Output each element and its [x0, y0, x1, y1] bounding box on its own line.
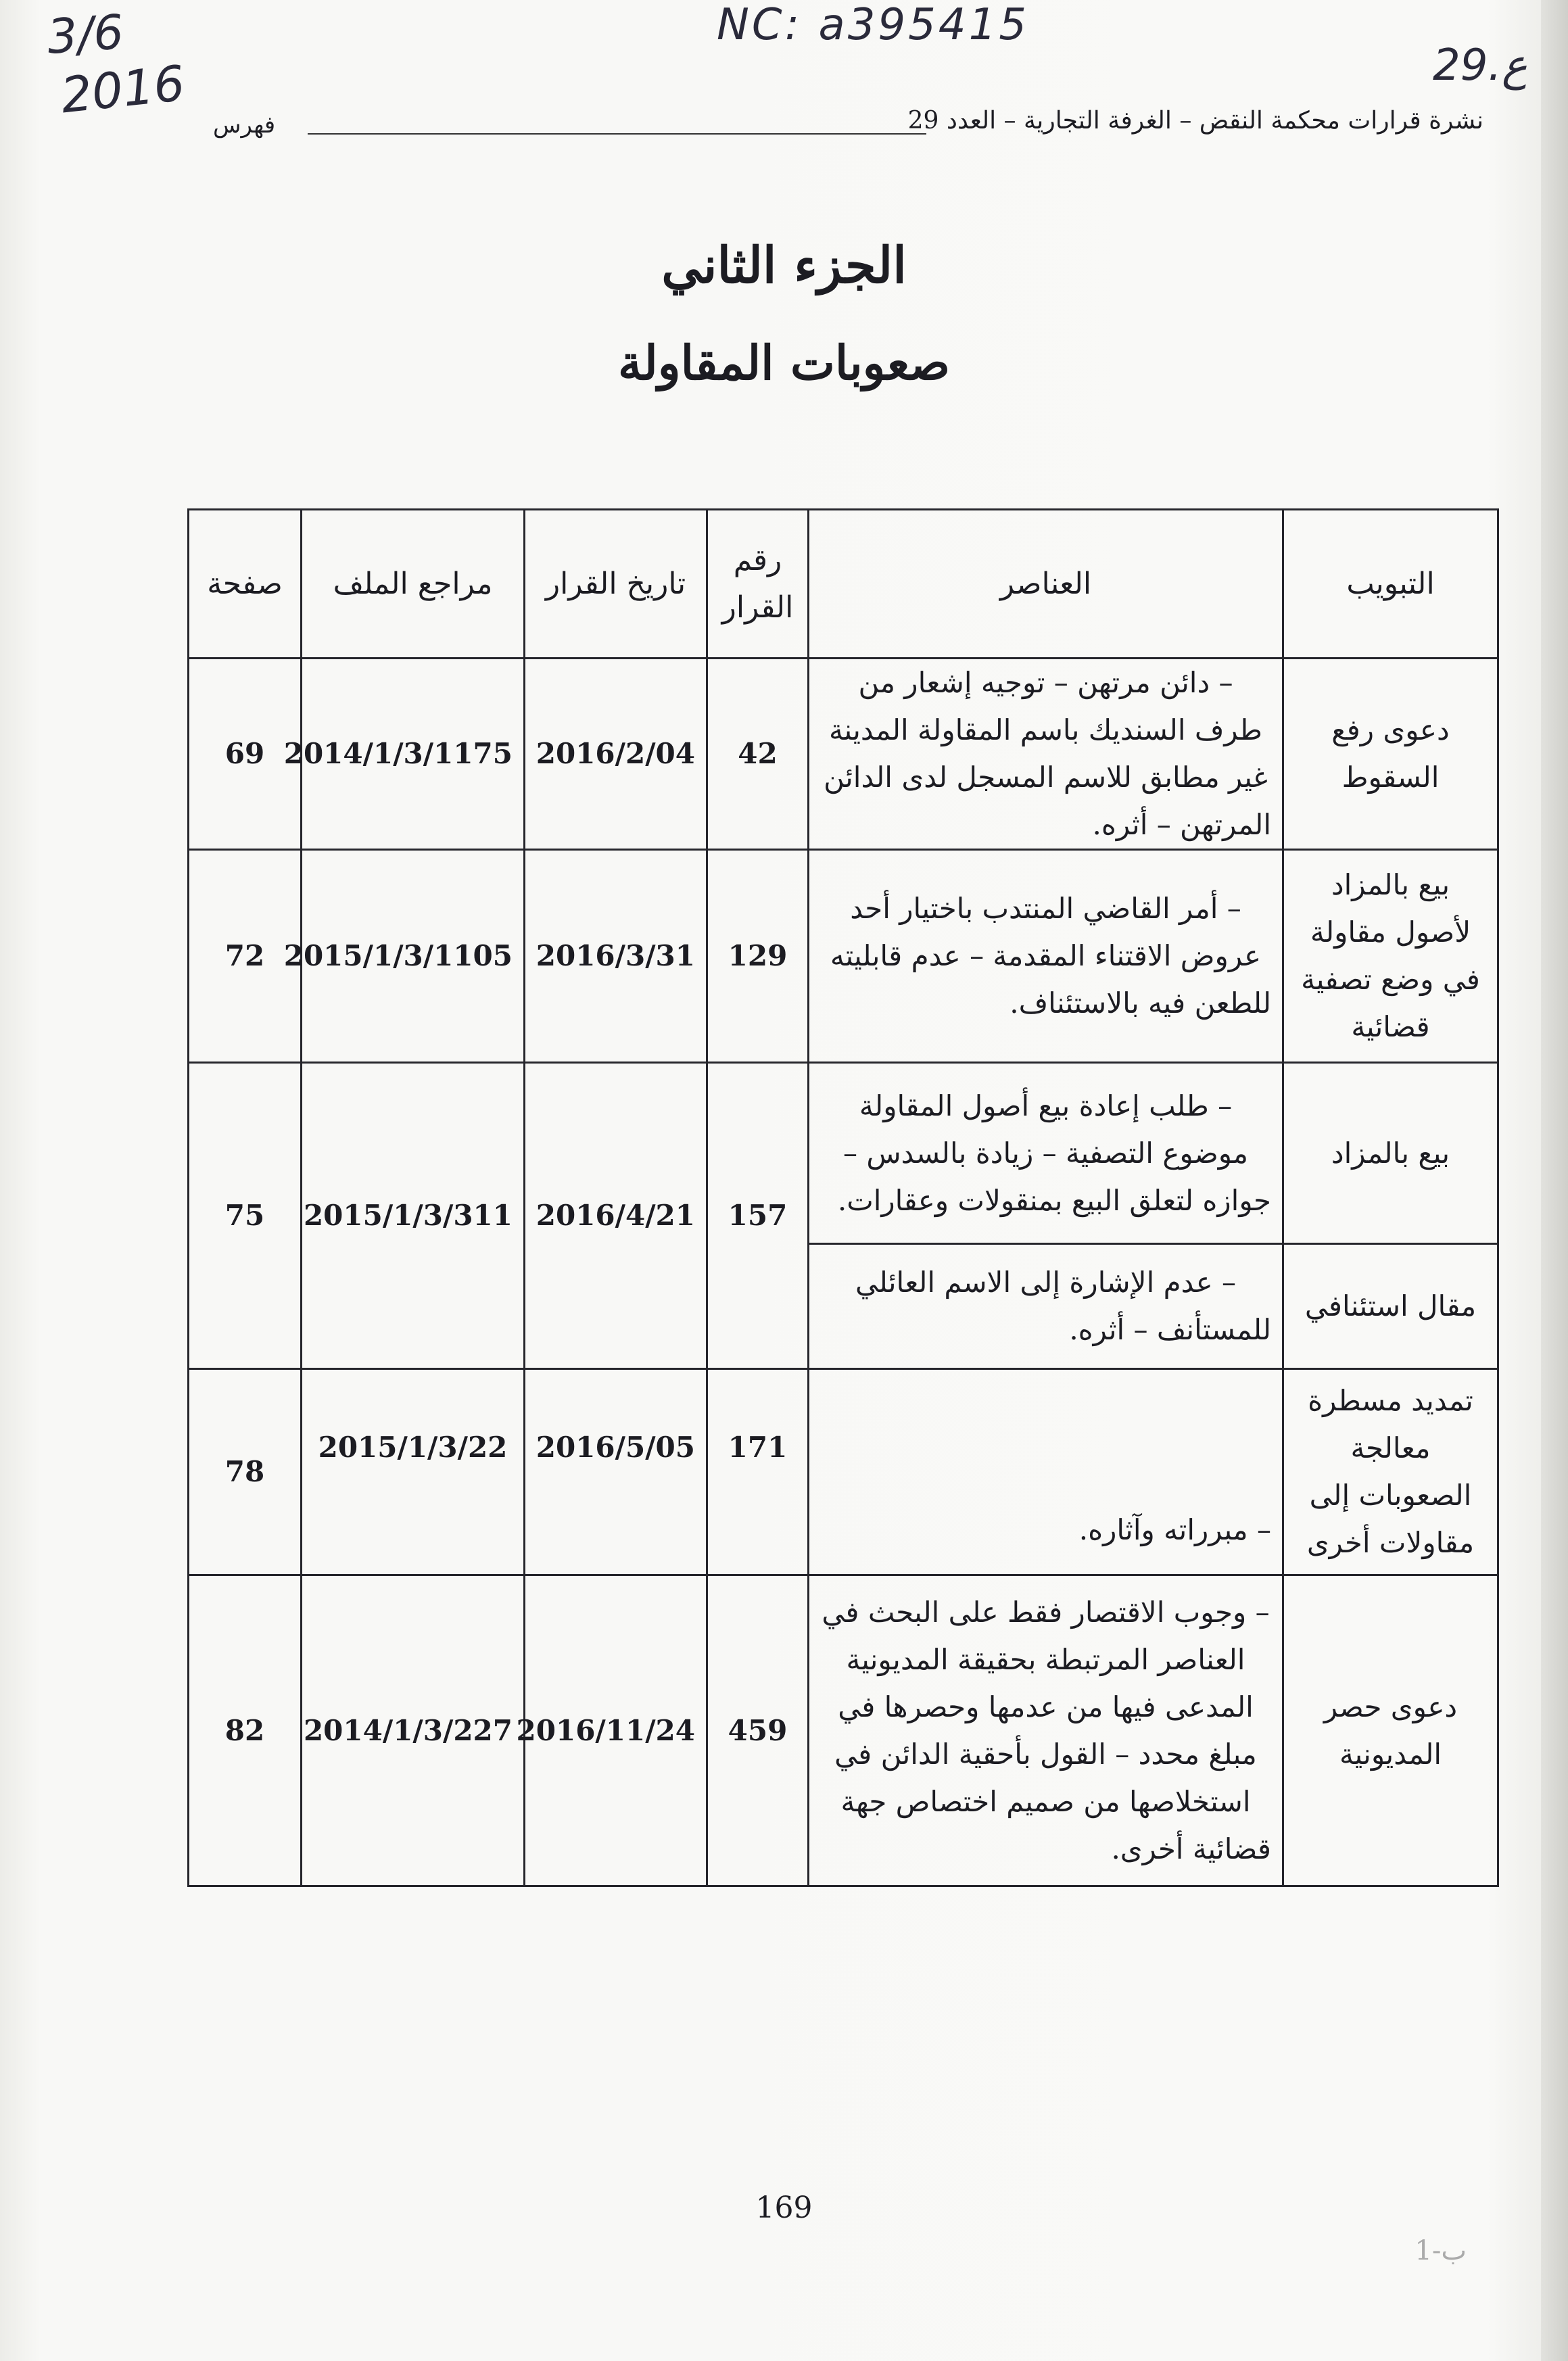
handwritten-catalog-number: NC: a395415	[717, 0, 1029, 50]
footer-mark: ب-1	[1415, 2235, 1467, 2266]
row-decision-date: 2016/2/04	[525, 659, 707, 850]
row-elements: – دائن مرتهن – توجيه إشعار من طرف السنديك باسم المقاولة المدينة غير مطابق للاسم المسجل لدى الدائن المرتهن – أثره.	[809, 659, 1283, 850]
header-decision-number: رقم القرار	[707, 510, 809, 659]
row-file-ref: 2015/1/3/311	[302, 1063, 525, 1369]
handwritten-note-fraction: 3/6	[45, 4, 126, 65]
header-elements: العناصر	[809, 510, 1283, 659]
row-decision-number: 171	[707, 1369, 809, 1575]
handwritten-issue-mark: 29.ع	[1433, 41, 1527, 91]
page-number: 169	[755, 2191, 813, 2225]
row-decision-date: 2016/5/05	[525, 1369, 707, 1575]
handwritten-note-year: 2016	[58, 54, 188, 124]
row-file-ref: 2014/1/3/1175	[302, 659, 525, 850]
row-category: بيع بالمزاد لأصول مقاولة في وضع تصفية قضائية	[1283, 850, 1498, 1063]
table-row	[189, 850, 1498, 1063]
row-elements: – مبرراته وآثاره.	[809, 1369, 1283, 1575]
header-page: صفحة	[189, 510, 302, 659]
table-row	[189, 1575, 1498, 1886]
row-decision-number: 129	[707, 850, 809, 1063]
row-page: 75	[189, 1063, 302, 1369]
row-category: تمديد مسطرة معالجة الصعوبات إلى مقاولات أخرى	[1283, 1369, 1498, 1575]
row-page: 82	[189, 1575, 302, 1886]
row-category: دعوى رفع السقوط	[1283, 659, 1498, 850]
index-table	[187, 508, 1499, 1887]
row-decision-number: 157	[707, 1063, 809, 1369]
header-category: التبويب	[1283, 510, 1498, 659]
row-elements: – طلب إعادة بيع أصول المقاولة موضوع التصفية – زيادة بالسدس – جوازه لتعلق البيع بمنقولات وعقارات.	[809, 1063, 1283, 1244]
row-decision-number: 42	[707, 659, 809, 850]
row-category: دعوى حصر المديونية	[1283, 1575, 1498, 1886]
header-index-label: فهرس	[213, 112, 276, 139]
row-decision-date: 2016/11/24	[525, 1575, 707, 1886]
row-page: 69	[189, 659, 302, 850]
row-decision-number: 459	[707, 1575, 809, 1886]
part-subtitle: صعوبات المقاولة	[617, 335, 951, 391]
part-title: الجزء الثاني	[661, 237, 907, 295]
row-category: بيع بالمزاد	[1283, 1063, 1498, 1244]
row-file-ref: 2015/1/3/1105	[302, 850, 525, 1063]
table-row	[189, 659, 1498, 850]
row-category: مقال استئنافي	[1283, 1244, 1498, 1369]
table-row	[189, 1369, 1498, 1575]
row-page: 78	[189, 1369, 302, 1575]
header-file-ref: مراجع الملف	[302, 510, 525, 659]
header-rule	[308, 133, 926, 135]
table-header-row	[189, 510, 1498, 659]
row-file-ref: 2015/1/3/22	[302, 1369, 525, 1575]
row-decision-date: 2016/3/31	[525, 850, 707, 1063]
row-decision-date: 2016/4/21	[525, 1063, 707, 1369]
table-row	[189, 1063, 1498, 1244]
row-elements: – عدم الإشارة إلى الاسم العائلي للمستأنف – أثره.	[809, 1244, 1283, 1369]
row-file-ref: 2014/1/3/227	[302, 1575, 525, 1886]
header-publication-title: نشرة قرارات محكمة النقض – الغرفة التجارية – العدد 29	[907, 107, 1483, 135]
row-page: 72	[189, 850, 302, 1063]
row-elements: – وجوب الاقتصار فقط على البحث في العناصر المرتبطة بحقيقة المديونية المدعى فيها من عدمها وحصرها في مبلغ محدد – القول بأحقية الدائن في استخلاصها من صميم اختصاص جهة قضائية أخرى.	[809, 1575, 1283, 1886]
row-elements: – أمر القاضي المنتدب باختيار أحد عروض الاقتناء المقدمة – عدم قابليته للطعن فيه بالاستئناف.	[809, 850, 1283, 1063]
header-decision-date: تاريخ القرار	[525, 510, 707, 659]
